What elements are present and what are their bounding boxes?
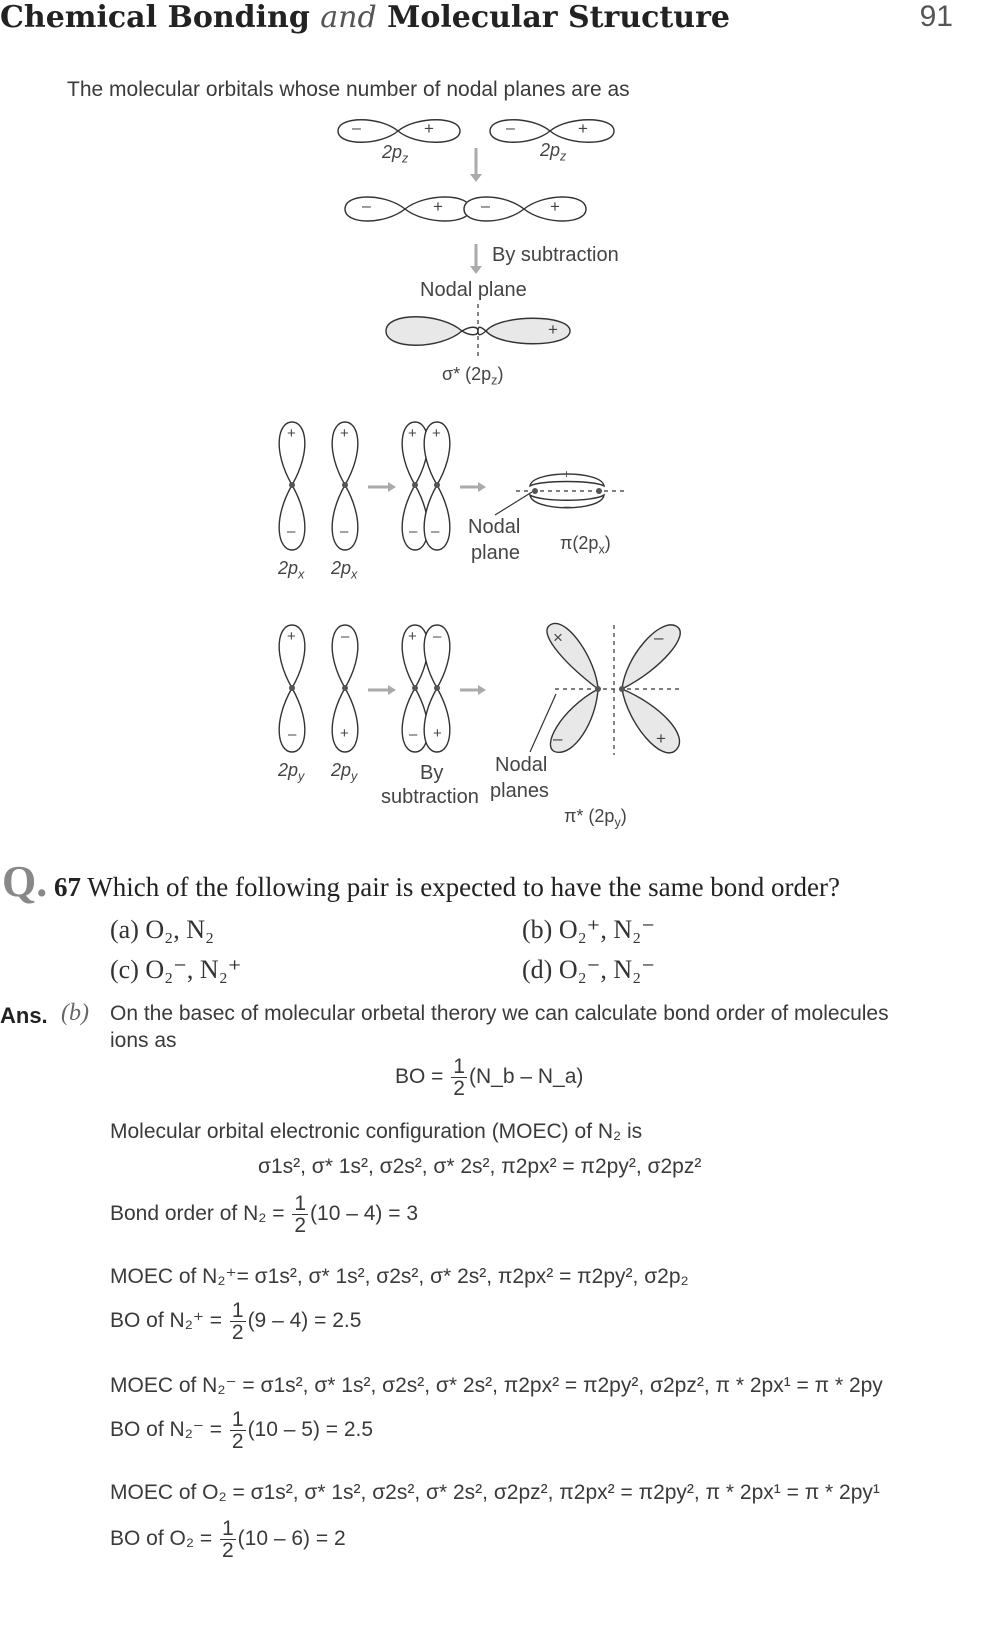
moec-n2: σ1s², σ* 1s², σ2s², σ* 2s², π2px² = π2py², σ2pz² [258, 1155, 702, 1178]
sign-plus: + [408, 628, 417, 645]
label-pi-star-2py [564, 806, 627, 830]
label-sub: y [298, 769, 305, 784]
sign-plus: + [433, 197, 443, 216]
fraction-half [230, 1409, 246, 1452]
arrow-head-1 [470, 174, 482, 182]
label-text: ) [497, 364, 504, 384]
sign-minus: – [564, 499, 571, 513]
moec-n2-plus: MOEC of N₂⁺= σ1s², σ* 1s², σ2s², σ* 2s², π2px² = π2py², σ2p₂ [110, 1265, 689, 1288]
sign-minus: – [288, 726, 297, 743]
sign-plus: + [548, 320, 558, 339]
frac-den: 2 [294, 1214, 307, 1237]
label-sub: x [298, 567, 305, 582]
sign-minus: – [553, 729, 563, 748]
arrow-head-r2 [478, 482, 486, 492]
label-text: 2p [278, 760, 299, 780]
frac-den: 2 [453, 1077, 465, 1100]
orbital-sigma-star [386, 304, 570, 360]
sign-minus: – [341, 628, 350, 645]
bo-formula [395, 1056, 583, 1099]
sign-plus: + [424, 119, 434, 138]
label-sub: z [402, 151, 409, 166]
label-sub: x [598, 542, 605, 557]
fraction-half [292, 1193, 308, 1236]
eq-rhs: (10 – 5) = 2.5 [247, 1418, 374, 1442]
option-b: (b) O₂⁺, N₂⁻ [522, 915, 655, 944]
eq-rhs: (N_b – N_a) [468, 1065, 584, 1089]
sign-plus: + [550, 197, 560, 216]
answer-line-1: On the basec of molecular orbetal therory we can calculate bond order of molecules [110, 1002, 889, 1025]
label-plane: plane [471, 542, 520, 564]
sign-cross: × [553, 628, 563, 647]
label-nodal-plane: Nodal plane [420, 279, 527, 301]
label-text: 2p [331, 760, 352, 780]
option-a: (a) O₂, N₂ [110, 915, 215, 944]
label-text: 2p [540, 140, 561, 160]
option-c: (c) O₂⁻, N₂⁺ [110, 955, 242, 984]
label-text: π(2p [560, 533, 599, 553]
label-text: 2p [278, 558, 299, 578]
frac-num: 1 [231, 1408, 244, 1431]
sign-plus: + [656, 729, 666, 748]
sign-plus: + [287, 628, 296, 645]
label-2pz-left [382, 142, 408, 166]
bo-n2-plus [110, 1300, 361, 1343]
label-2pz-right [540, 140, 566, 164]
moec-intro: Molecular orbital electronic configuration (MOEC) of N₂ is [110, 1120, 643, 1143]
label-text: 2p [331, 558, 352, 578]
answer-choice: (b) [61, 1000, 89, 1026]
arrow-head-r3 [388, 685, 396, 695]
header-title-a: Chemical Bonding [0, 0, 310, 35]
label-planes: planes [490, 780, 549, 802]
sign-minus: – [409, 726, 418, 743]
sign-minus: – [654, 628, 664, 647]
frac-den: 2 [231, 1430, 244, 1453]
frac-den: 2 [221, 1539, 234, 1562]
sign-plus: + [433, 725, 442, 742]
sign-minus: – [409, 523, 418, 540]
page-number: 91 [919, 0, 953, 33]
label-nodal: Nodal [468, 516, 521, 538]
label-text: π* (2p [564, 806, 615, 826]
label-pi-2px [560, 533, 611, 557]
intro-text: The molecular orbitals whose number of nodal planes are as [67, 78, 630, 101]
label-sub: y [351, 769, 358, 784]
sign-plus: + [432, 425, 441, 442]
frac-num: 1 [231, 1299, 244, 1322]
bo-o2 [110, 1518, 346, 1561]
moec-o2: MOEC of O₂ = σ1s², σ* 1s², σ2s², σ* 2s², σ2pz², π2px² = π2py², π * 2px¹ = π * 2py¹ [110, 1481, 880, 1504]
label-text: 2p [382, 142, 403, 162]
label-text: ) [604, 533, 611, 553]
bo-n2 [110, 1193, 418, 1236]
question-number: 67 [54, 872, 81, 902]
sign-minus: – [340, 523, 349, 540]
sign-plus: + [340, 725, 349, 742]
eq-lhs: BO = [395, 1065, 444, 1089]
eq-rhs: (9 – 4) = 2.5 [247, 1309, 362, 1333]
label-2py-b [331, 760, 357, 784]
sign-plus: + [563, 467, 571, 481]
sign-plus: + [408, 425, 417, 442]
sign-plus: + [578, 119, 588, 138]
sign-minus: – [431, 523, 440, 540]
label-by: By [420, 762, 444, 784]
label-subtraction: subtraction [381, 786, 479, 808]
question-line [54, 872, 840, 903]
fraction-half [220, 1518, 236, 1561]
sign-minus: – [287, 523, 296, 540]
sign-minus: – [506, 120, 515, 137]
eq-lhs: BO of O₂ = [110, 1527, 213, 1551]
fraction-half [451, 1056, 467, 1099]
bo-n2-minus [110, 1409, 373, 1452]
option-d: (d) O₂⁻, N₂⁻ [522, 955, 655, 984]
eq-rhs: (10 – 6) = 2 [237, 1527, 346, 1551]
sign-minus: – [352, 120, 361, 137]
fraction-half [230, 1300, 246, 1343]
label-2px-a [278, 558, 304, 582]
label-sub: z [491, 373, 498, 388]
sign-minus: – [433, 628, 442, 645]
sign-plus: + [287, 425, 296, 442]
label-sub: y [614, 815, 621, 830]
label-2py-a [278, 760, 304, 784]
frac-num: 1 [221, 1517, 234, 1540]
orbital-pi-2px [495, 474, 626, 515]
frac-num: 1 [453, 1055, 465, 1078]
eq-rhs: (10 – 4) = 3 [310, 1202, 419, 1226]
arrow-head-r1 [388, 482, 396, 492]
sign-minus: – [481, 198, 490, 215]
label-by-subtraction: By subtraction [492, 244, 619, 266]
label-sub: z [560, 149, 567, 164]
eq-lhs: BO of N₂⁺ = [110, 1309, 223, 1333]
sign-plus: + [340, 425, 349, 442]
moec-n2-minus: MOEC of N₂⁻ = σ1s², σ* 1s², σ2s², σ* 2s², π2px² = π2py², σ2pz², π * 2px¹ = π * 2py [110, 1374, 883, 1397]
arrow-head-2 [470, 266, 482, 274]
label-2px-b [331, 558, 357, 582]
frac-num: 1 [294, 1192, 307, 1215]
answer-line-2: ions as [110, 1029, 177, 1052]
frac-den: 2 [231, 1321, 244, 1344]
eq-lhs: BO of N₂⁻ = [110, 1418, 223, 1442]
question-text: Which of the following pair is expected to have the same bond order? [87, 872, 841, 902]
label-nodal: Nodal [495, 754, 548, 776]
answer-label: Ans. [0, 1003, 48, 1028]
label-sigma-star [442, 364, 503, 388]
question-prefix: Q. [2, 857, 48, 906]
label-text: ) [620, 806, 627, 826]
sign-minus: – [362, 198, 371, 215]
eq-lhs: Bond order of N₂ = [110, 1202, 285, 1226]
header-title-b: Molecular Structure [387, 0, 730, 35]
header-title-and: and [320, 0, 377, 35]
label-sub: x [351, 567, 358, 582]
arrow-head-r4 [478, 685, 486, 695]
label-text: σ* (2p [442, 364, 492, 384]
